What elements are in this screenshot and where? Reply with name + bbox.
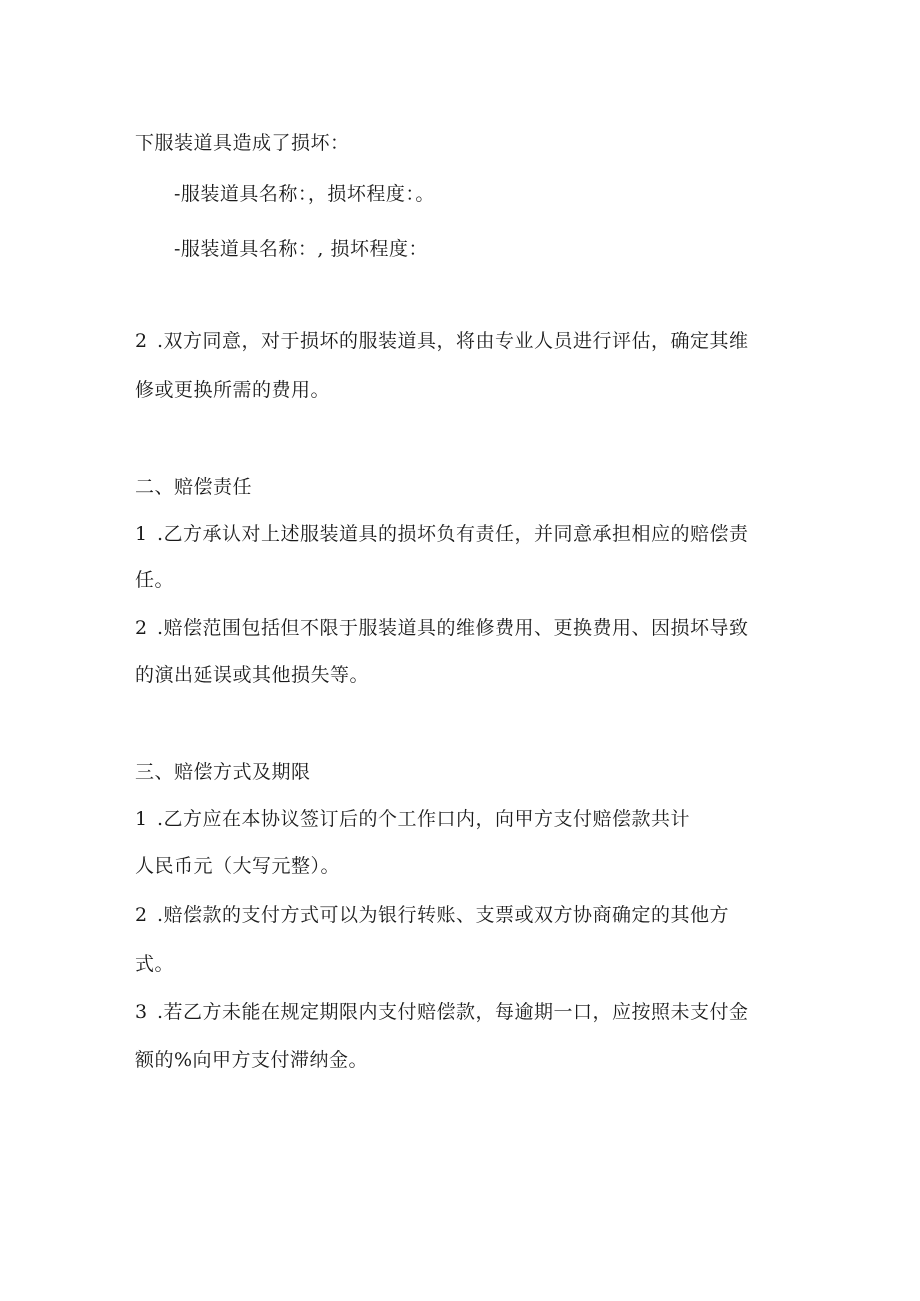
item-number: 2 <box>135 904 148 926</box>
liability-item-1-line-2: 任。 <box>135 569 175 591</box>
liability-item-2-line-1 <box>135 616 749 640</box>
clause-2-line-1 <box>135 329 749 353</box>
item-text: .乙方承认对上述服装道具的损坏负有责任，并同意承担相应的赔偿责 <box>157 523 749 545</box>
damage-item-1: -服装道具名称：，损坏程度：。 <box>174 183 435 205</box>
section-heading-liability: 二、赔偿责任 <box>135 476 253 498</box>
payment-item-3-line-1 <box>135 1000 749 1024</box>
item-text: .若乙方未能在规定期限内支付赔偿款，每逾期一口，应按照未支付金 <box>157 1001 749 1023</box>
liability-item-1-line-1 <box>135 522 749 546</box>
intro-line: 下服装道具造成了损坏： <box>135 132 350 154</box>
item-number: 3 <box>135 1001 148 1023</box>
item-text: .赔偿范围包括但不限于服装道具的维修费用、更换费用、因损坏导致 <box>157 617 749 639</box>
item-number: 1 <box>135 808 148 830</box>
item-number: 1 <box>135 523 148 545</box>
clause-number: 2 <box>135 330 148 352</box>
payment-item-3-line-2: 额的%向甲方支付滞纳金。 <box>135 1049 369 1071</box>
clause-2-line-2: 修或更换所需的费用。 <box>135 379 331 401</box>
payment-item-2-line-1 <box>135 903 729 927</box>
item-text: .赔偿款的支付方式可以为银行转账、支票或双方协商确定的其他方 <box>157 904 730 926</box>
item-text: .乙方应在本协议签订后的个工作口内，向甲方支付赔偿款共计 <box>157 808 691 830</box>
item-number: 2 <box>135 617 148 639</box>
clause-text: .双方同意，对于损坏的服装道具，将由专业人员进行评估，确定其维 <box>157 330 749 352</box>
damage-item-2: -服装道具名称：, 损坏程度： <box>174 238 428 260</box>
liability-item-2-line-2: 的演出延误或其他损失等。 <box>135 664 370 686</box>
payment-item-1-line-1 <box>135 807 690 831</box>
payment-item-2-line-2: 式。 <box>135 953 175 975</box>
payment-item-1-line-2: 人民币元（大写元整）。 <box>135 855 341 877</box>
section-heading-payment: 三、赔偿方式及期限 <box>135 761 311 783</box>
